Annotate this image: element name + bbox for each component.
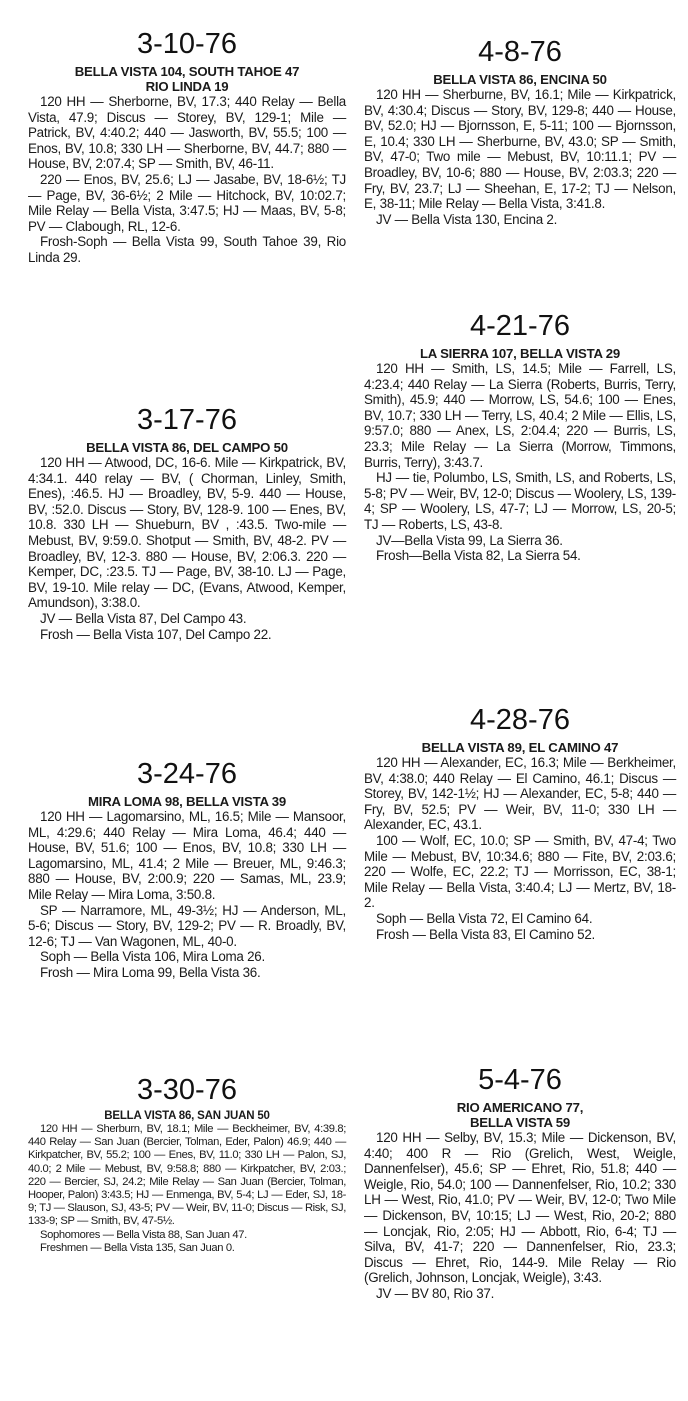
meet-extra-result: JV—Bella Vista 99, La Sierra 36. <box>376 532 563 548</box>
meet-headline: LA SIERRA 107, BELLA VISTA 29 <box>419 346 621 361</box>
meet-results: 120 HH — Atwood, DC, 16-6. Mile — Kirkpatrick, BV, 4:34.1. 440 relay — BV, ( Chorman, Linley, Smith, Enes), :46.5. HJ — Broadley, BV, 5-9. 440 — House, BV, :52.0. Discus — Story, BV, 128-9. 100 — Enes, BV, 10.8. 330 LH — Shueburn, BV , :43.5. Two-mile — Mebust, BV, 9:59.0. Shotput — Smith, BV, 48-2. PV — Broadley, BV, 12-3. 880 — House, BV, 2:06.3. 220 — Kemper, DC, :23.5. TJ — Page, BV, 38-10. LJ — Page, BV, 19-10. Mile relay — DC, (Evans, Atwood, Kemper, Amundson), 3:38.0. <box>28 455 346 611</box>
meet-extra-result: JV — BV 80, Rio 37. <box>376 1285 495 1301</box>
meet-4-8-76 <box>364 36 676 227</box>
meet-headline: BELLA VISTA 86, ENCINA 50 <box>433 72 607 87</box>
meet-results: 120 HH — Alexander, EC, 16.3; Mile — Berkheimer, BV, 4:38.0; 440 Relay — El Camino, 46.1; Discus — Storey, BV, 142-1½; HJ — Alexander, EC, 5-8; 440 — Fry, BV, 52.5; PV — Weir, BV, 11-0; 330 LH — Alexander, EC, 43.1. <box>364 755 676 833</box>
meet-date: 3-24-76 <box>137 758 237 790</box>
meet-extra-result: Frosh-Soph — Bella Vista 99, South Tahoe 39, Rio Linda 29. <box>28 234 346 265</box>
meet-headline: BELLA VISTA 86, SAN JUAN 50 <box>104 1110 270 1122</box>
meet-results: 120 HH — Smith, LS, 14.5; Mile — Farrell, LS, 4:23.4; 440 Relay — La Sierra (Roberts, Burris, Terry, Smith), 45.9; 440 — Morrow, LS, 54.6; 100 — Enes, BV, 10.7; 330 LH — Terry, LS, 40.4; 2 Mile — Ellis, LS, 9:57.0; 880 — Anex, LS, 2:04.4; 220 — Burris, LS, 23.3; Mile Relay — La Sierra (Morrow, Timmons, Burris, Terry), 3:43.7. <box>364 361 676 470</box>
meet-extra-result: Frosh—Bella Vista 82, La Sierra 54. <box>376 548 581 564</box>
meet-date: 5-4-76 <box>478 1064 562 1096</box>
meet-results: 120 HH — Sherburne, BV, 16.1; Mile — Kirkpatrick, BV, 4:30.4; Discus — Story, BV, 129-8; 440 — House, BV, 52.0; HJ — Bjornsson, E, 5-11; 100 — Bjornsson, E, 10.4; 330 LH — Sherburne, BV, 43.0; SP — Smith, BV, 47-0; Two mile — Mebust, BV, 10:11.1; PV — Broadley, BV, 10-6; 880 — House, BV, 2:03.3; 220 — Fry, BV, 23.7; LJ — Sheehan, E, 17-2; TJ — Nelson, E, 38-11; Mile Relay — Bella Vista, 3:41.8. <box>364 87 676 212</box>
meet-date: 3-10-76 <box>137 28 237 60</box>
meet-3-17-76 <box>28 404 346 642</box>
meet-extra-result: Soph — Bella Vista 106, Mira Loma 26. <box>40 949 265 965</box>
meet-headline-cont: RIO LINDA 19 <box>145 79 229 94</box>
meet-date: 4-28-76 <box>470 704 570 736</box>
meet-date: 3-30-76 <box>137 1074 237 1106</box>
meet-3-30-76 <box>28 1074 346 1255</box>
meet-3-10-76 <box>28 28 346 266</box>
meet-headline: BELLA VISTA 86, DEL CAMPO 50 <box>86 440 288 455</box>
meet-results: 120 HH — Selby, BV, 15.3; Mile — Dickenson, BV, 4:40; 400 R — Rio (Grelich, West, Weigle, Dannenfelser), 45.6; SP — Ehret, Rio, 51.8; 440 — Weigle, Rio, 54.0; 100 — Dannenfelser, Rio, 10.2; 330 LH — West, Rio, 41.0; PV — Weir, BV, 12-0; Two Mile — Dickenson, BV, 10:15; LJ — West, Rio, 20-2; 880 — Loncjak, Rio, 2:05; HJ — Abbott, Rio, 6-4; TJ — Silva, BV, 41-7; 220 — Dannenfelser, Rio, 23.3; Discus — Ehret, Rio, 144-9. Mile Relay — Rio (Grelich, Johnson, Loncjak, Weigle), 3:43. <box>364 1130 676 1286</box>
meet-date: 3-17-76 <box>137 404 237 436</box>
meet-headline-cont: BELLA VISTA 59 <box>469 1115 571 1130</box>
meet-extra-result: Sophomores — Bella Vista 88, San Juan 47. <box>40 1228 247 1241</box>
meet-headline: BELLA VISTA 104, SOUTH TAHOE 47 <box>74 64 300 79</box>
meet-results-cont: SP — Narramore, ML, 49-3½; HJ — Anderson, ML, 5-6; Discus — Story, BV, 129-2; PV — R. Broadly, BV, 12-6; TJ — Van Wagonen, ML, 40-0. <box>28 902 346 949</box>
meet-results-cont: 100 — Wolf, EC, 10.0; SP — Smith, BV, 47-4; Two Mile — Mebust, BV, 10:34.6; 880 — Fite, BV, 2:03.6; 220 — Wolfe, EC, 22.2; TJ — Morrisson, EC, 38-1; Mile Relay — Bella Vista, 3:40.4; LJ — Mertz, BV, 18-2. <box>364 832 676 911</box>
meet-extra-result: JV — Bella Vista 130, Encina 2. <box>376 211 558 227</box>
meet-date: 4-21-76 <box>470 310 570 342</box>
meet-extra-result: Frosh — Bella Vista 83, El Camino 52. <box>376 926 595 942</box>
meet-results: 120 HH — Sherburn, BV, 18.1; Mile — Beckheimer, BV, 4:39.8; 440 Relay — San Juan (Bercier, Tolman, Eder, Palon) 46.9; 440 — Kirkpatcher, BV, 55.2; 100 — Enes, BV, 11.0; 330 LH — Palon, SJ, 40.0; 2 Mile — Mebust, BV, 9:58.8; 880 — Kirkpatcher, BV, 2:03.; 220 — Bercier, SJ, 24.2; Mile Relay — San Juan (Bercier, Tolman, Hooper, Palon) 3:43.5; HJ — Enmenga, BV, 5-4; LJ — Eder, SJ, 18-9; TJ — Slauson, SJ, 43-5; PV — Weir, BV, 11-0; Discus — Risk, SJ, 133-9; SP — Smith, BV, 47-5½. <box>28 1123 346 1228</box>
meet-results-cont: HJ — tie, Polumbo, LS, Smith, LS, and Roberts, LS, 5-8; PV — Weir, BV, 12-0; Discus — Woolery, LS, 139-4; SP — Woolery, LS, 47-7; LJ — Morrow, LS, 20-5; TJ — Roberts, LS, 43-8. <box>364 470 676 532</box>
meet-results: 120 HH — Lagomarsino, ML, 16.5; Mile — Mansoor, ML, 4:29.6; 440 Relay — Mira Loma, 46.4; 440 — House, BV, 51.6; 100 — Enos, BV, 10.8; 330 LH — Lagomarsino, ML, 41.4; 2 Mile — Breuer, ML, 9:46.3; 880 — House, BV, 2:00.9; 220 — Samas, ML, 23.9; Mile Relay — Mira Loma, 3:50.8. <box>28 809 346 902</box>
meet-headline: RIO AMERICANO 77, <box>456 1100 584 1115</box>
meet-extra-result: Soph — Bella Vista 72, El Camino 64. <box>376 910 593 926</box>
meet-date: 4-8-76 <box>478 36 562 68</box>
meet-results-cont: 220 — Enos, BV, 25.6; LJ — Jasabe, BV, 18-6½; TJ — Page, BV, 36-6½; 2 Mile — Hitchock, BV, 10:02.7; Mile Relay — Bella Vista, 3:47.5; HJ — Maas, BV, 5-8; PV — Clabough, RL, 12-6. <box>28 171 346 234</box>
meet-extra-result: JV — Bella Vista 87, Del Campo 43. <box>40 610 247 626</box>
meet-headline: MIRA LOMA 98, BELLA VISTA 39 <box>87 794 287 809</box>
meet-5-4-76 <box>364 1064 676 1302</box>
meet-extra-result: Frosh — Bella Vista 107, Del Campo 22. <box>40 626 272 642</box>
meet-extra-result: Freshmen — Bella Vista 135, San Juan 0. <box>40 1241 235 1254</box>
meet-4-21-76 <box>364 310 676 564</box>
meet-4-28-76 <box>364 704 676 942</box>
meet-3-24-76 <box>28 758 346 981</box>
meet-headline: BELLA VISTA 89, EL CAMINO 47 <box>421 740 619 755</box>
meet-extra-result: Frosh — Mira Loma 99, Bella Vista 36. <box>40 964 261 980</box>
meet-results: 120 HH — Sherborne, BV, 17.3; 440 Relay — Bella Vista, 47.9; Discus — Storey, BV, 129-1; Mile — Patrick, BV, 4:40.2; 440 — Jasworth, BV, 55.5; 100 — Enos, BV, 10.8; 330 LH — Sherborne, BV, 44.7; 880 — House, BV, 2:07.4; SP — Smith, BV, 46-11. <box>28 94 346 172</box>
